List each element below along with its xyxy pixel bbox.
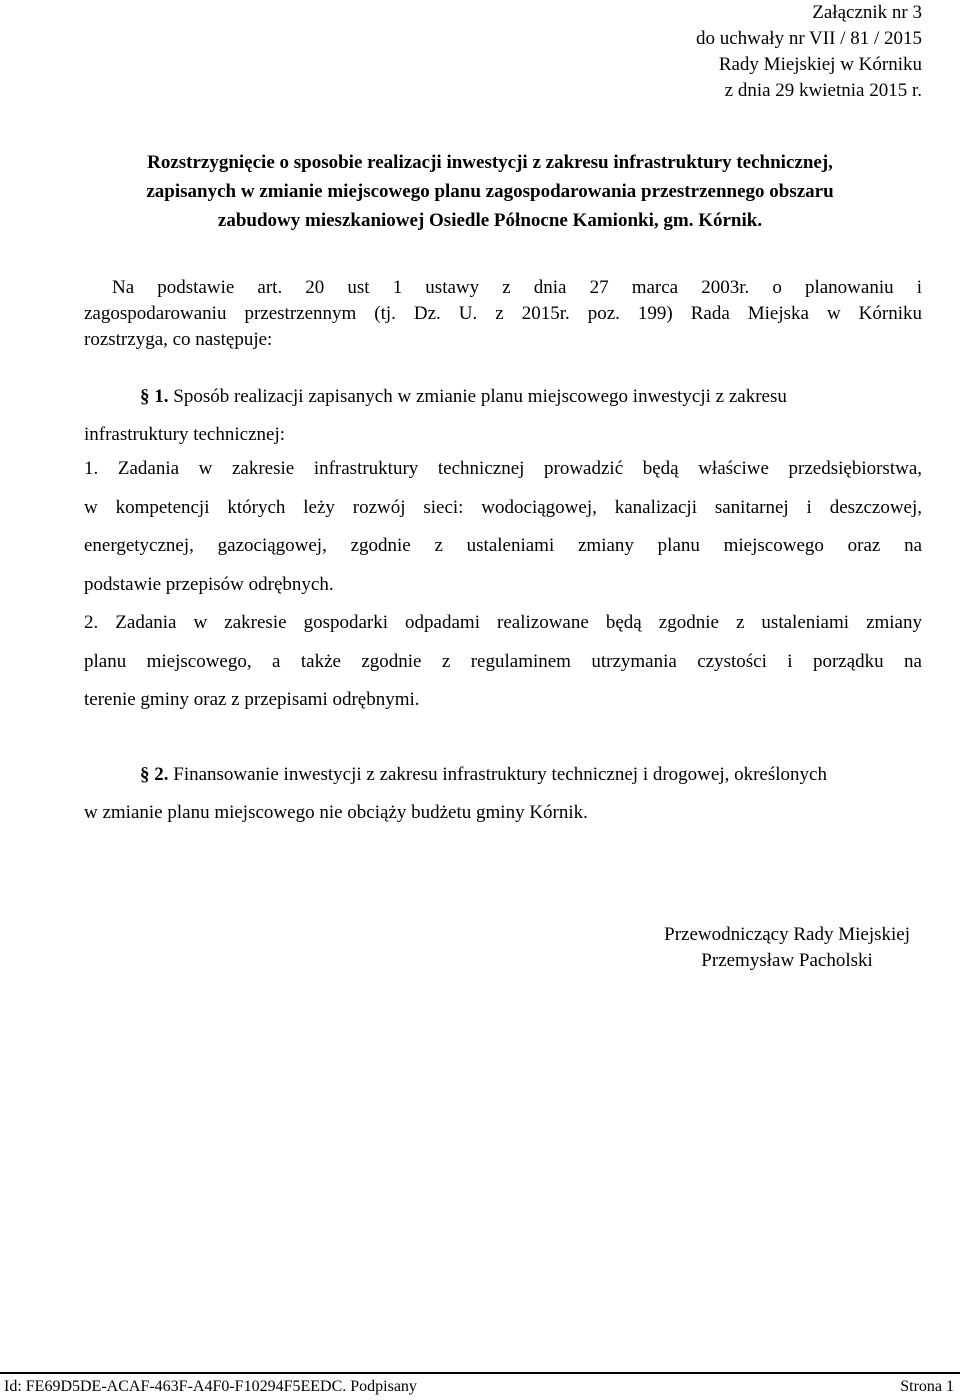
attachment-number: Załącznik nr 3 bbox=[812, 2, 922, 23]
document-title bbox=[60, 148, 920, 235]
legal-basis-paragraph bbox=[84, 275, 922, 353]
item-2-line-3: terenie gminy oraz z przepisami odrębnymi. bbox=[84, 689, 420, 710]
title-line-1: Rozstrzygnięcie o sposobie realizacji inwestycji z zakresu infrastruktury technicznej, bbox=[147, 152, 833, 173]
page-number: Strona 1 bbox=[900, 1378, 954, 1395]
intro-line-1: Na podstawie art. 20 ust 1 ustawy z dnia 27 marca 2003r. o planowaniu i bbox=[112, 277, 922, 298]
section-1-sign: § 1. bbox=[140, 386, 169, 407]
section-1 bbox=[84, 378, 922, 454]
document-id: Id: FE69D5DE-ACAF-463F-A4F0-F10294F5EEDC. Podpisany bbox=[4, 1378, 417, 1395]
title-line-3: zabudowy mieszkaniowej Osiedle Północne Kamionki, gm. Kórnik. bbox=[217, 210, 763, 231]
council-name: Rady Miejskiej w Kórniku bbox=[718, 54, 922, 75]
section-2-line-2: w zmianie planu miejscowego nie obciąży budżetu gminy Kórnik. bbox=[84, 802, 588, 823]
title-line-2: zapisanych w zmianie miejscowego planu zagospodarowania przestrzennego obszaru bbox=[146, 181, 834, 202]
item-1-line-4: podstawie przepisów odrębnych. bbox=[84, 573, 334, 595]
section-1-line-1: Sposób realizacji zapisanych w zmianie planu miejscowego inwestycji z zakresu bbox=[168, 386, 787, 407]
signature-block bbox=[664, 922, 910, 974]
section-2-line-1: Finansowanie inwestycji z zakresu infrastruktury technicznej i drogowej, określonych bbox=[168, 764, 827, 785]
attachment-header bbox=[696, 0, 922, 104]
intro-line-2: zagospodarowaniu przestrzennym (tj. Dz. U. z 2015r. poz. 199) Rada Miejska w Kórniku bbox=[84, 303, 922, 324]
item-1-line-3: energetycznej, gazociągowej, zgodnie z ustaleniami zmiany planu miejscowego oraz na bbox=[84, 535, 922, 556]
item-1-line-1: 1. Zadania w zakresie infrastruktury technicznej prowadzić będą właściwe przedsiębiorstwa, bbox=[84, 458, 922, 479]
page-footer bbox=[0, 1372, 960, 1398]
resolution-number: do uchwały nr VII / 81 / 2015 bbox=[695, 28, 922, 49]
signatory-role: Przewodniczący Rady Miejskiej bbox=[664, 924, 910, 945]
item-2-line-2: planu miejscowego, a także zgodnie z regulaminem utrzymania czystości i porządku na bbox=[84, 650, 922, 672]
section-2 bbox=[84, 756, 922, 832]
resolution-date: z dnia 29 kwietnia 2015 r. bbox=[724, 80, 922, 101]
item-2-line-1: 2. Zadania w zakresie gospodarki odpadami realizowane będą zgodnie z ustaleniami zmiany bbox=[84, 612, 922, 633]
item-1-line-2: w kompetencji których leży rozwój sieci: wodociągowej, kanalizacji sanitarnej i deszczowej, bbox=[84, 496, 922, 518]
signatory-name: Przemysław Pacholski bbox=[701, 950, 873, 971]
section-1-line-2: infrastruktury technicznej: bbox=[84, 424, 286, 445]
intro-line-3: rozstrzyga, co następuje: bbox=[84, 329, 273, 350]
section-1-items bbox=[84, 450, 922, 720]
section-2-sign: § 2. bbox=[140, 764, 169, 785]
